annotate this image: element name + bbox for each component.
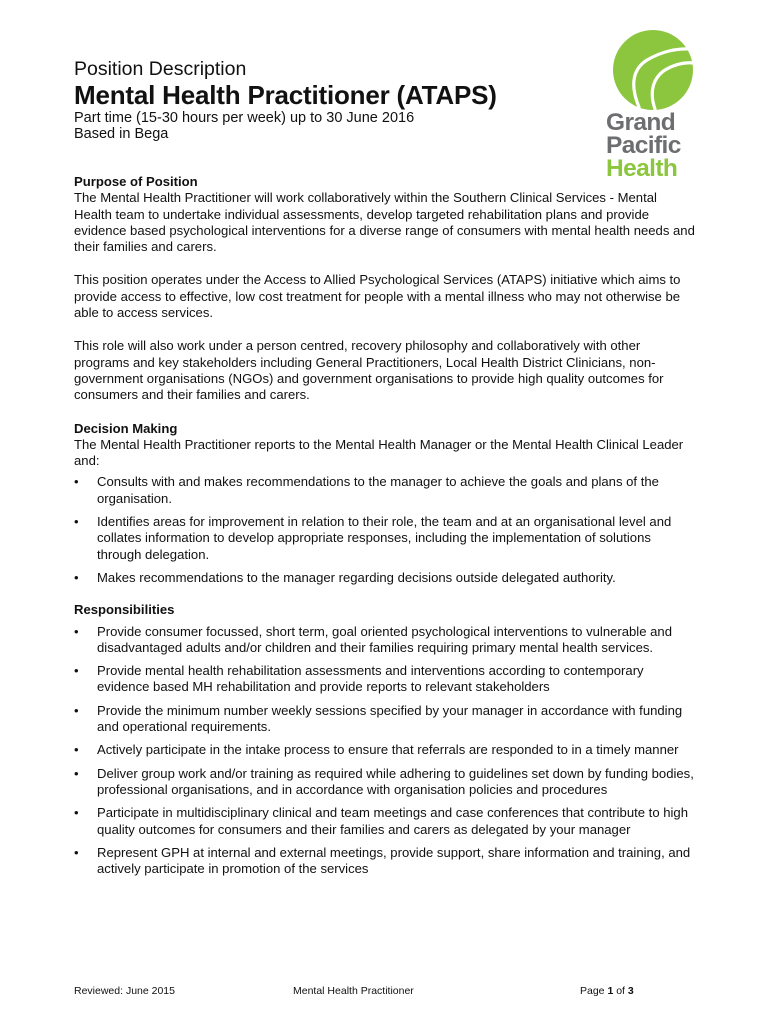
bullet-icon: • <box>74 623 79 639</box>
responsibilities-list <box>74 624 698 878</box>
list-item: • Consults with and makes recommendations to the manager to achieve the goals and plans of the organisation. <box>74 474 659 506</box>
purpose-paragraph-1: The Mental Health Practitioner will work collaboratively within the Southern Clinical Services - Mental Health team to undertake individual assessments, develop targeted rehabilitation plans and provide evidence based psychological interventions for a diverse range of consumers with mental health needs and their families and carers. <box>74 190 695 255</box>
position-hours: Part time (15-30 hours per week) up to 30 June 2016 <box>74 110 415 126</box>
footer-reviewed: Reviewed: June 2015 <box>74 985 175 997</box>
list-item: • Identifies areas for improvement in relation to their role, the team and at an organisational level and collates information to develop appropriate responses, including the implementation of solutions through delegation. <box>74 514 672 562</box>
grand-pacific-health-logo <box>606 30 700 180</box>
bullet-icon: • <box>74 702 79 718</box>
list-item: • Provide mental health rehabilitation assessments and interventions according to contemporary evidence based MH rehabilitation and provide reports to relevant stakeholders <box>74 663 644 695</box>
list-item: • Represent GPH at internal and external meetings, provide support, share information and training, and actively participate in promotion of the services <box>74 844 691 877</box>
list-item: • Provide the minimum number weekly sessions specified by your manager in accordance with funding and operational requirements. <box>74 702 683 735</box>
bullet-icon: • <box>74 844 79 860</box>
list-item: • Provide consumer focussed, short term, goal oriented psychological interventions to vulnerable and disadvantaged adults and/or children and their families requiring primary mental health services. <box>74 623 672 655</box>
document-body <box>74 174 698 877</box>
bullet-icon: • <box>74 474 79 490</box>
bullet-icon: • <box>74 569 79 585</box>
purpose-heading: Purpose of Position <box>74 174 198 189</box>
logo-word-grand: Grand <box>606 109 676 136</box>
bullet-icon: • <box>74 663 79 679</box>
bullet-icon: • <box>74 742 79 758</box>
responsibilities-heading: Responsibilities <box>74 602 175 618</box>
decision-list <box>74 474 698 586</box>
logo-word-pacific: Pacific <box>606 132 681 159</box>
purpose-paragraph-2: This position operates under the Access to Allied Psychological Services (ATAPS) initiative which aims to provide access to effective, low cost treatment for people with a mental illness who may not otherwise be able to access services. <box>74 272 681 321</box>
page-title: Mental Health Practitioner (ATAPS) <box>74 80 497 110</box>
bullet-icon: • <box>74 765 79 781</box>
bullet-icon: • <box>74 805 79 821</box>
decision-heading: Decision Making <box>74 420 178 436</box>
list-item: • Participate in multidisciplinary clinical and team meetings and case conferences that contribute to high quality outcomes for consumers and their families and carers as delegated by your manager <box>74 805 688 837</box>
bullet-icon: • <box>74 514 79 530</box>
decision-intro: The Mental Health Practitioner reports to the Mental Health Manager or the Mental Health Clinical Leader and: <box>74 436 684 469</box>
position-location: Based in Bega <box>74 126 169 142</box>
footer-document-name: Mental Health Practitioner <box>293 985 414 997</box>
list-item: • Actively participate in the intake process to ensure that referrals are responded to in a timely manner <box>74 742 679 758</box>
list-item: • Deliver group work and/or training as required while adhering to guidelines set down by funding bodies, professional organisations, and in accordance with organisation policies and procedures <box>74 765 694 797</box>
list-item: • Makes recommendations to the manager regarding decisions outside delegated authority. <box>74 569 616 585</box>
purpose-paragraph-3: This role will also work under a person centred, recovery philosophy and collaboratively with other programs and key stakeholders including General Practitioners, Local Health District Clinicians, non-government organisations (NGOs) and government organisations to provide high quality outcomes for consumers and their families and carers. <box>74 338 664 403</box>
document-type: Position Description <box>74 58 247 80</box>
logo-word-health: Health <box>606 155 678 182</box>
footer-page-number: Page 1 of 3 <box>580 985 634 997</box>
logo-road-icon <box>609 30 697 110</box>
